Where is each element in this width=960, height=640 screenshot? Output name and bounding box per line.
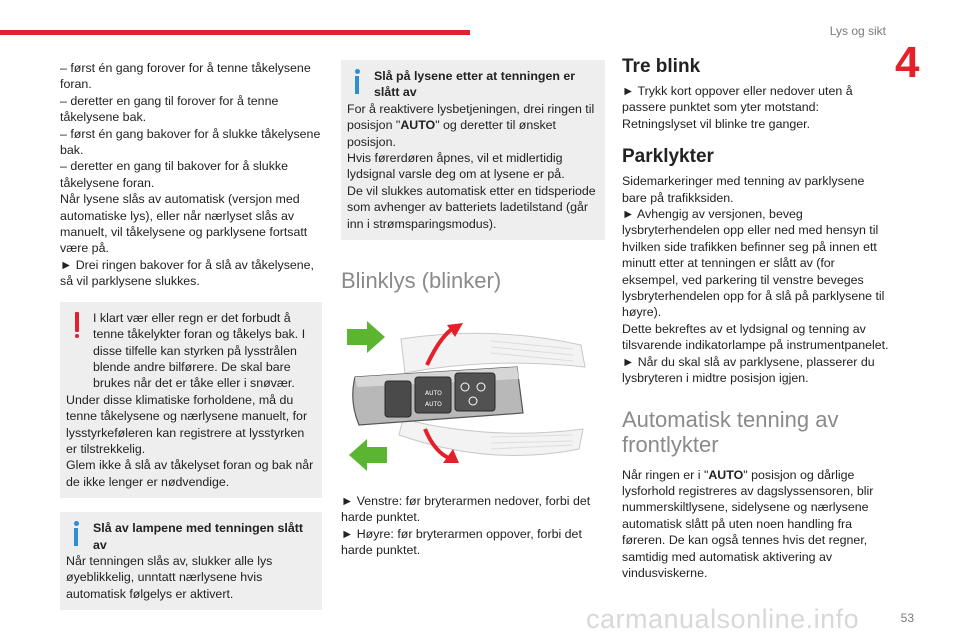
warning-icon (74, 312, 80, 338)
arrow-left-icon (349, 439, 387, 471)
info-text: Hvis førerdøren åpnes, vil et midlertidig lydsignal varsle deg om at lysene er på. (347, 151, 565, 182)
figure-label: AUTO (425, 401, 442, 409)
text-line: – først én gang forover for å tenne tåkelysene foran. (60, 61, 311, 92)
info-icon (72, 521, 80, 546)
section-title: Lys og sikt (829, 24, 886, 38)
arrow-right-icon (347, 321, 385, 353)
info-text: De vil slukkes automatisk etter en tidsperiode som avhenger av batteriets ladetilstand (går inn i strømsparingsmodus). (347, 183, 596, 231)
column-left (60, 60, 322, 610)
column-middle (341, 60, 605, 559)
text-line: Når ringen er i "AUTO" posisjon og dårlige lysforhold registreres av dagslyssensoren, blir nummerskiltlysene, sidelysene og nærlysene automatisk slått på uten noen handling fra føreren. De kan også tennes hvis det regner, samtidig med automatisk aktivering av vindusviskerne. (622, 467, 874, 580)
text-line: – deretter en gang til bakover for å slukke tåkelysene foran. (60, 159, 288, 190)
info-icon (353, 69, 361, 94)
warning-text: Under disse klimatiske forholdene, må du tenne tåkelysene og nærlysene manuelt, for lysstyrkeføleren kan registrere at lysstyrken er tilstrekkelig. (66, 392, 308, 456)
text-line: – deretter en gang til forover for å tenne tåkelysene bak. (60, 93, 279, 125)
watermark: carmanualsonline.info (586, 604, 860, 634)
page-number: 53 (900, 611, 914, 625)
info-text: For å reaktivere lysbetjeningen, drei ringen til posisjon "AUTO" og deretter til ønsket posisjon. (347, 101, 595, 149)
text-line: ► Høyre: før bryterarmen oppover, forbi det harde punktet. (341, 526, 582, 558)
info-box (341, 60, 605, 240)
column-right (622, 56, 890, 581)
info-title: Slå av lampene med tenningen slått av (93, 521, 304, 552)
stalk-diagram (341, 317, 605, 485)
text-line: ► Avhengig av versjonen, beveg lysbryterhendelen opp eller ned med hensyn til hvilken side trafikken befinner seg på innen ett minutt etter at tenningen er slått av (for eksempel, ved parkering til venstre beveges lysbryterhendelen opp for å slå på parklysene til høyre). (622, 207, 885, 320)
info-text: Når tenningen slås av, slukker alle lys øyeblikkelig, unntatt nærlysene hvis automatisk følgelys er aktivert. (66, 553, 273, 601)
text-line: Når lysene slås av automatisk (versjon med automatiske lys), eller når nærlyset slås av manuelt, vil tåkelysene og parklysene fortsatt være på. (60, 192, 308, 256)
stalk-illustration (341, 317, 605, 485)
top-accent-bar (0, 30, 470, 35)
text-line: ► Trykk kort oppover eller nedover uten å passere punktet som yter motstand: Retningslyset vil blinke tre ganger. (622, 84, 853, 131)
section-heading: Parklykter (622, 146, 714, 168)
text-line: Dette bekreftes av et lydsignal og tenning av tilsvarende indikatorlampe på instrumentpanelet. (622, 321, 889, 353)
chapter-number: 4 (895, 38, 920, 87)
section-heading: Automatisk tenning av frontlykter (622, 406, 839, 457)
figure-label: AUTO (425, 390, 442, 398)
text-line: ► Drei ringen bakover for å slå av tåkelysene, så vil parklysene slukkes. (60, 257, 315, 289)
warning-box (60, 302, 322, 498)
warning-text: I klart vær eller regn er det forbudt å tenne tåkelykter foran og tåkelys bak. I disse tilfelle kan styrken på lysstrålen blende andre bilførere. De skal bare brukes når det er tåke eller i snøvær. (93, 310, 306, 391)
section-heading: Blinklys (blinker) (341, 268, 502, 294)
section-heading: Tre blink (622, 56, 701, 77)
text-line: ► Når du skal slå av parklysene, plasserer du lysbryteren i midtre posisjon igjen. (622, 354, 875, 386)
info-box (60, 512, 322, 610)
info-title: Slå på lysene etter at tenningen er slått av (374, 69, 576, 100)
text-line: – først én gang bakover for å slukke tåkelysene bak. (60, 126, 321, 158)
text-line: Sidemarkeringer med tenning av parklysene bare på trafikksiden. (622, 174, 865, 205)
text-line: ► Venstre: før bryterarmen nedover, forbi det harde punktet. (341, 494, 591, 525)
warning-text: Glem ikke å slå av tåkelyset foran og bak når de ikke lenger er nødvendige. (66, 458, 314, 489)
